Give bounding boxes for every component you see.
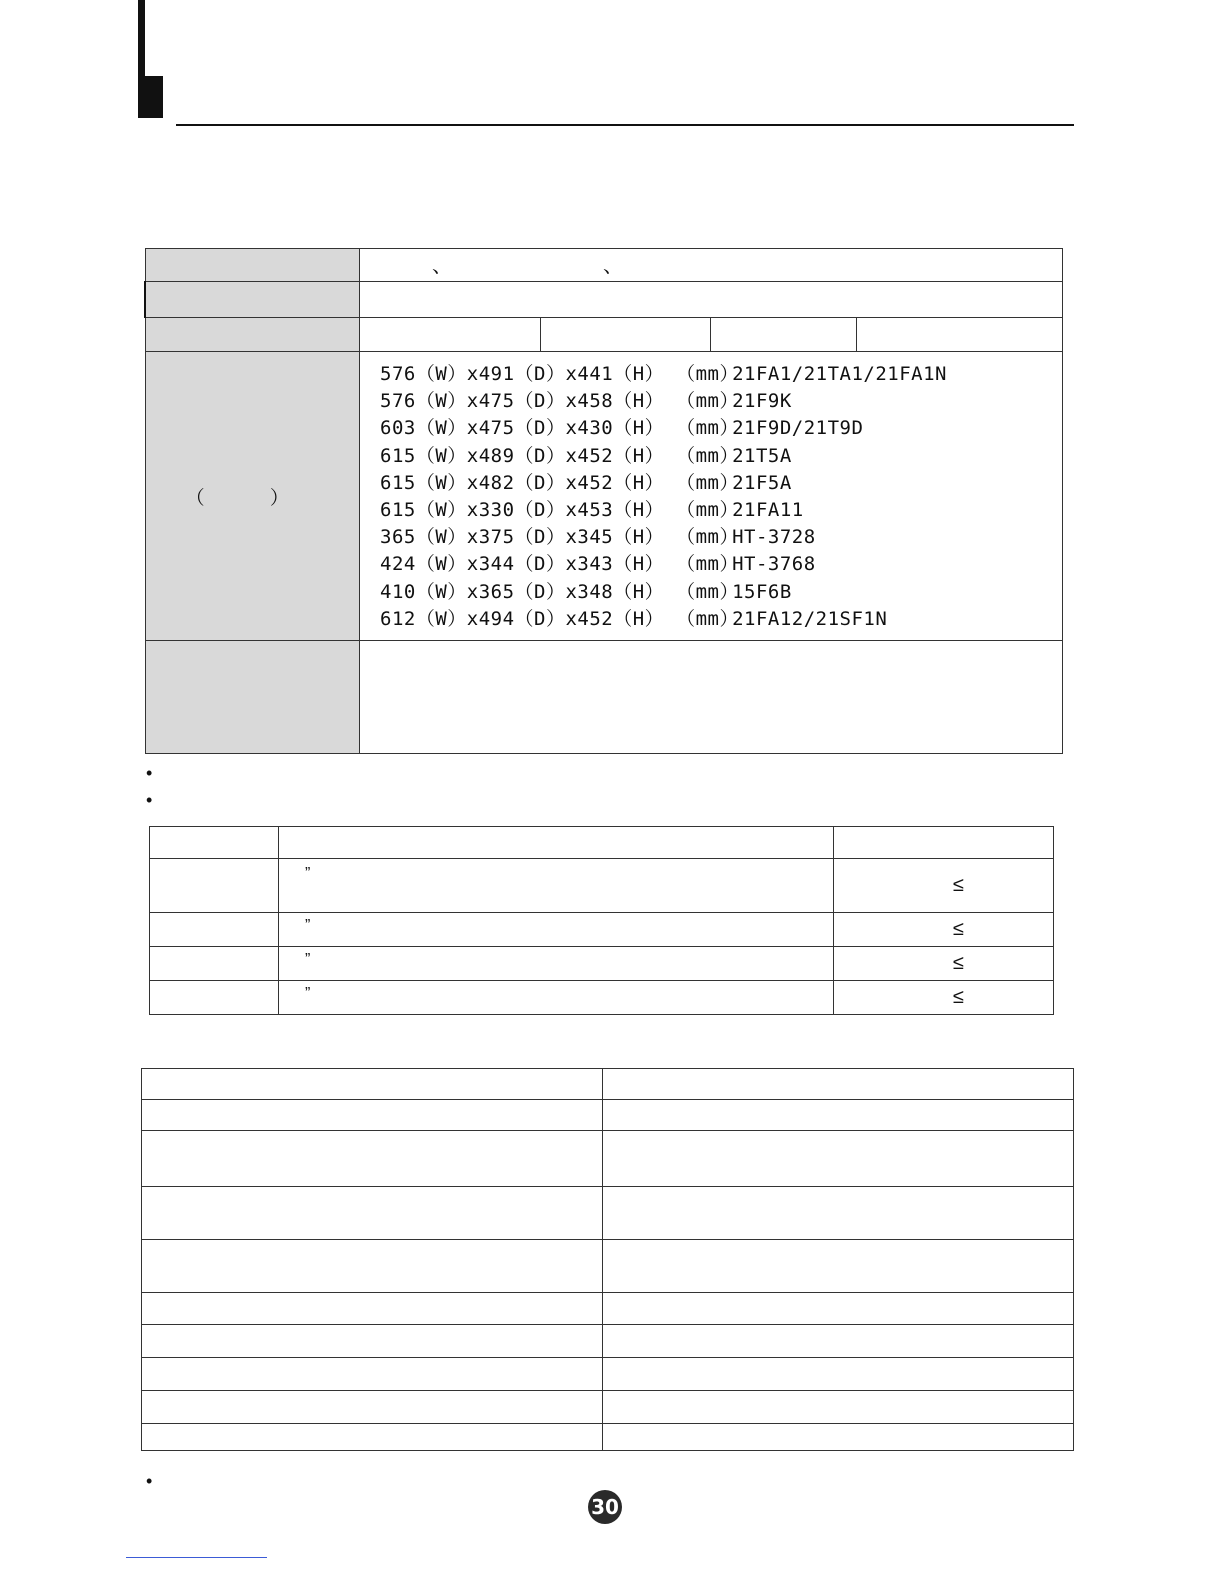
dimension-models: 21T5A <box>732 444 792 467</box>
dimension-models: 21FA1/21TA1/21FA1N <box>732 363 947 386</box>
lower-cell <box>603 1069 1074 1100</box>
lower-cell <box>142 1131 603 1187</box>
lower-cell <box>142 1325 603 1358</box>
size-header-cell <box>150 827 279 859</box>
lower-row <box>142 1131 1074 1187</box>
dimension-item <box>380 551 1062 578</box>
dimensions-row <box>145 352 1063 641</box>
dimension-models: 21FA12/21SF1N <box>732 607 888 630</box>
lower-cell <box>142 1358 603 1391</box>
size-row <box>150 913 1054 947</box>
size-cell <box>279 981 834 1015</box>
size-limit-cell <box>834 913 1054 947</box>
lower-cell <box>603 1325 1074 1358</box>
spec-row <box>145 318 1063 352</box>
lower-cell <box>142 1424 603 1451</box>
spec-label-cell <box>145 641 360 754</box>
dimension-item <box>380 388 1062 415</box>
size-header-row <box>150 827 1054 859</box>
spec-label-cell <box>145 318 360 352</box>
enum-comma: 、 <box>603 255 623 277</box>
inch-mark: ” <box>305 985 311 1002</box>
lower-row <box>142 1358 1074 1391</box>
lower-row <box>142 1293 1074 1325</box>
size-limit-cell <box>834 981 1054 1015</box>
header-rule <box>176 124 1074 126</box>
dimension-unit: （mm） <box>676 607 739 630</box>
dimension-item <box>380 443 1062 470</box>
lower-cell <box>142 1069 603 1100</box>
dimension-item <box>380 470 1062 497</box>
dimension-size: 424（W）x344（D）x343（H） <box>380 553 665 576</box>
dimension-models: HT-3768 <box>732 553 816 576</box>
spec-label-cell <box>145 249 360 282</box>
lower-cell <box>603 1293 1074 1325</box>
spec-value-cell <box>360 282 1063 318</box>
spec-label-cell <box>145 282 360 318</box>
lower-cell <box>603 1358 1074 1391</box>
dimension-unit: （mm） <box>676 390 739 413</box>
lower-table <box>141 1068 1074 1451</box>
dimension-size: 615（W）x482（D）x452（H） <box>380 471 665 494</box>
spec-value-cell <box>360 641 1063 754</box>
dimensions-list <box>360 352 1063 641</box>
inch-mark: ” <box>305 865 311 882</box>
dimension-unit: （mm） <box>676 553 739 576</box>
lower-cell <box>603 1131 1074 1187</box>
dimension-models: 15F6B <box>732 580 792 603</box>
less-equal-symbol: ≤ <box>953 986 964 1008</box>
dimension-models: 21F9D/21T9D <box>732 417 864 440</box>
lower-row <box>142 1240 1074 1293</box>
spec-subcell <box>857 318 1063 352</box>
dimension-item <box>380 524 1062 551</box>
size-cell <box>150 913 279 947</box>
dimension-size: 615（W）x489（D）x452（H） <box>380 444 665 467</box>
dimension-unit: （mm） <box>676 417 739 440</box>
dimension-size: 410（W）x365（D）x348（H） <box>380 580 665 603</box>
bullet: • <box>146 763 153 783</box>
size-limit-cell <box>834 859 1054 913</box>
bullet: • <box>146 790 153 810</box>
spec-value-cell <box>360 249 1063 282</box>
size-cell <box>279 947 834 981</box>
dimension-item <box>380 497 1062 524</box>
lower-row <box>142 1187 1074 1240</box>
dimension-unit: （mm） <box>676 580 739 603</box>
dimension-models: 21F5A <box>732 471 792 494</box>
size-row <box>150 981 1054 1015</box>
spec-row <box>145 249 1063 282</box>
dimension-item <box>380 606 1062 633</box>
page-number: 30 <box>588 1490 622 1524</box>
dimension-models: 21FA11 <box>732 499 804 521</box>
size-cell <box>150 859 279 913</box>
lower-cell <box>603 1391 1074 1424</box>
spec-row <box>145 282 1063 318</box>
inch-mark: ” <box>305 917 311 934</box>
size-header-cell <box>279 827 834 859</box>
dimension-unit: （mm） <box>676 444 739 467</box>
dimension-size: 603（W）x475（D）x430（H） <box>380 417 665 440</box>
footer-link-underline <box>126 1557 267 1558</box>
inch-mark: ” <box>305 951 311 968</box>
lower-cell <box>142 1391 603 1424</box>
dimension-size: 576（W）x491（D）x441（H） <box>380 363 665 386</box>
dimension-models: HT-3728 <box>732 526 816 549</box>
size-cell <box>279 913 834 947</box>
lower-row <box>142 1069 1074 1100</box>
dimension-size: 615（W）x330（D）x453（H） <box>380 499 665 521</box>
dimensions-label-cell <box>145 352 360 641</box>
lower-cell <box>603 1100 1074 1131</box>
spec-subcell <box>541 318 711 352</box>
lower-cell <box>142 1100 603 1131</box>
header-block <box>138 76 163 118</box>
size-cell <box>150 981 279 1015</box>
size-table <box>149 826 1054 1015</box>
less-equal-symbol: ≤ <box>953 918 964 940</box>
lower-cell <box>142 1240 603 1293</box>
lower-row <box>142 1325 1074 1358</box>
less-equal-symbol: ≤ <box>953 952 964 974</box>
lower-row <box>142 1100 1074 1131</box>
dimensions-paren: （ ） <box>185 487 319 509</box>
dimension-item <box>380 361 1062 388</box>
dimension-unit: （mm） <box>676 363 739 386</box>
dimension-models: 21F9K <box>732 390 792 413</box>
dimension-size: 576（W）x475（D）x458（H） <box>380 390 665 413</box>
size-limit-cell <box>834 947 1054 981</box>
dimension-size: 612（W）x494（D）x452（H） <box>380 607 665 630</box>
dimension-item <box>380 579 1062 606</box>
lower-cell <box>142 1293 603 1325</box>
less-equal-symbol: ≤ <box>953 874 964 896</box>
size-row <box>150 947 1054 981</box>
size-header-cell <box>834 827 1054 859</box>
lower-row <box>142 1424 1074 1451</box>
spec-subcell <box>360 318 541 352</box>
size-cell <box>150 947 279 981</box>
dimension-size: 365（W）x375（D）x345（H） <box>380 526 665 549</box>
enum-comma: 、 <box>432 255 452 277</box>
spec-row <box>145 641 1063 754</box>
dimension-unit: （mm） <box>676 471 739 494</box>
lower-cell <box>603 1240 1074 1293</box>
lower-cell <box>142 1187 603 1240</box>
lower-row <box>142 1391 1074 1424</box>
lower-cell <box>603 1187 1074 1240</box>
dimension-unit: （mm） <box>676 499 739 521</box>
bullet: • <box>146 1471 153 1491</box>
size-row <box>150 859 1054 913</box>
spec-table <box>144 248 1063 754</box>
dimension-unit: （mm） <box>676 526 739 549</box>
spec-subcell <box>711 318 857 352</box>
lower-cell <box>603 1424 1074 1451</box>
dimension-item <box>380 415 1062 442</box>
size-cell <box>279 859 834 913</box>
